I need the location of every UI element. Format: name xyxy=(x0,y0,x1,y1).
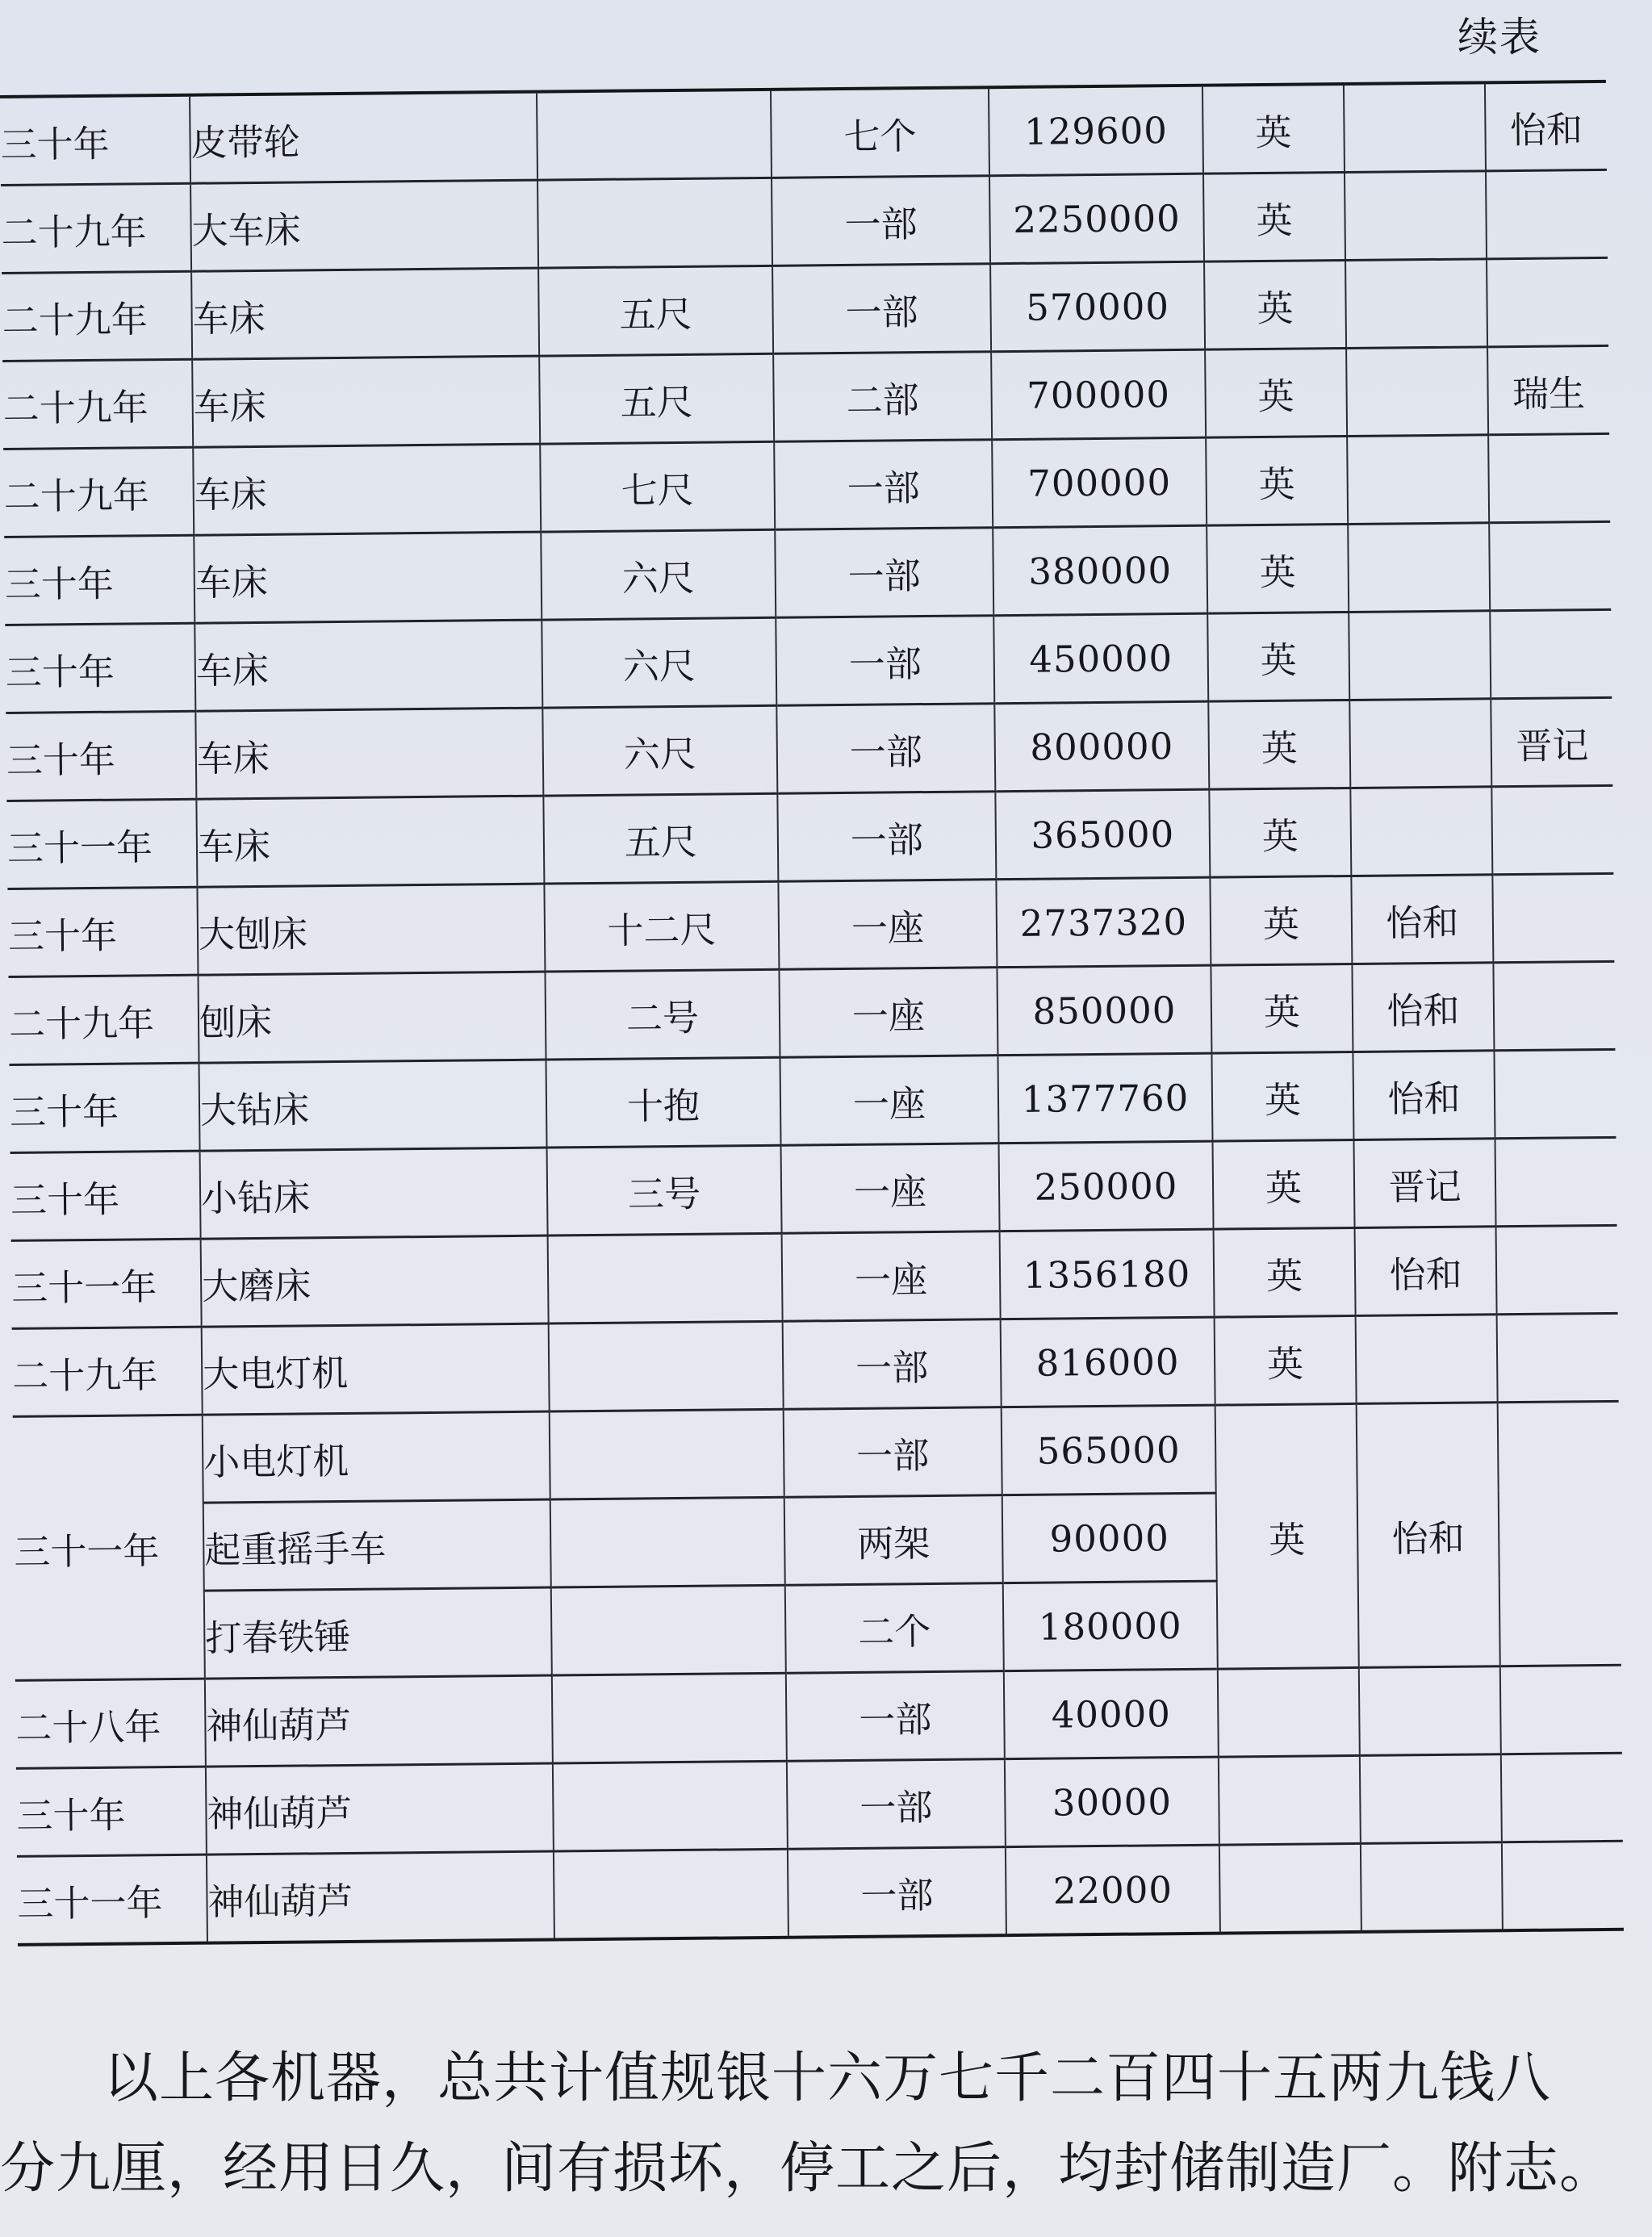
origin-cell: 英 xyxy=(1214,1227,1356,1317)
machine-name-cell: 小电灯机 xyxy=(203,1411,550,1503)
year-cell: 三十一年 xyxy=(17,1854,207,1945)
price-cell: 2250000 xyxy=(989,174,1204,264)
firm-cell xyxy=(1345,171,1487,261)
machine-name-cell: 神仙葫芦 xyxy=(207,1851,554,1943)
year-cell: 三十一年 xyxy=(13,1415,205,1680)
remark-cell: 怡和 xyxy=(1485,82,1607,171)
spec-cell xyxy=(553,1761,788,1851)
origin-cell: 英 xyxy=(1204,261,1346,350)
price-cell: 850000 xyxy=(997,965,1211,1056)
origin-cell: 英 xyxy=(1210,876,1352,965)
remark-cell xyxy=(1493,961,1615,1050)
price-cell: 1377760 xyxy=(997,1053,1212,1144)
year-cell: 三十年 xyxy=(5,623,195,713)
machine-name-cell: 起重摇手车 xyxy=(203,1499,551,1591)
table-row xyxy=(1,169,1608,273)
machine-name-cell: 刨床 xyxy=(198,972,546,1063)
remark-cell: 瑞生 xyxy=(1487,345,1609,434)
year-cell: 二十九年 xyxy=(1,183,191,273)
spec-cell xyxy=(537,90,772,180)
quantity-cell: 一部 xyxy=(775,528,993,618)
price-cell: 180000 xyxy=(1003,1581,1218,1671)
spec-cell xyxy=(554,1849,788,1939)
table-row xyxy=(3,433,1610,537)
machine-name-cell: 车床 xyxy=(192,356,540,447)
origin-cell: 英 xyxy=(1215,1315,1357,1405)
price-cell: 800000 xyxy=(994,701,1209,792)
firm-cell: 怡和 xyxy=(1355,1227,1497,1316)
quantity-cell: 一部 xyxy=(788,1847,1006,1938)
quantity-cell: 一部 xyxy=(777,792,996,882)
quantity-cell: 一部 xyxy=(776,704,995,794)
remark-cell xyxy=(1487,257,1608,346)
year-cell: 三十年 xyxy=(0,95,190,186)
quantity-cell: 一部 xyxy=(772,176,990,266)
quantity-cell: 一座 xyxy=(782,1231,1001,1322)
remark-cell xyxy=(1494,1049,1616,1138)
origin-cell: 英 xyxy=(1205,349,1347,438)
year-cell: 三十年 xyxy=(4,535,194,625)
origin-cell: 英 xyxy=(1202,84,1345,174)
table-row xyxy=(8,961,1615,1064)
spec-cell: 六尺 xyxy=(541,529,776,620)
spec-cell: 五尺 xyxy=(543,793,778,884)
firm-cell: 晋记 xyxy=(1354,1139,1496,1228)
remark-cell xyxy=(1501,1753,1623,1842)
quantity-cell: 一部 xyxy=(783,1319,1002,1410)
year-cell: 三十年 xyxy=(6,711,196,801)
remark-cell xyxy=(1502,1841,1624,1930)
quantity-cell: 一部 xyxy=(774,440,993,530)
remark-cell: 晋记 xyxy=(1491,697,1612,786)
table-row xyxy=(5,609,1612,713)
firm-cell xyxy=(1361,1842,1503,1932)
price-cell: 250000 xyxy=(999,1141,1214,1231)
price-cell: 700000 xyxy=(992,437,1207,528)
price-cell: 380000 xyxy=(993,525,1207,616)
quantity-cell: 两架 xyxy=(784,1495,1003,1586)
origin-cell: 英 xyxy=(1211,1052,1353,1141)
remark-cell xyxy=(1500,1665,1622,1754)
firm-cell xyxy=(1345,259,1487,349)
price-cell: 90000 xyxy=(1002,1493,1217,1583)
firm-cell xyxy=(1349,699,1491,788)
machine-name-cell: 神仙葫芦 xyxy=(206,1763,554,1854)
machine-name-cell: 车床 xyxy=(194,620,542,711)
machine-name-cell: 大钻床 xyxy=(199,1060,547,1151)
table-row xyxy=(6,785,1613,889)
year-cell: 二十九年 xyxy=(2,271,192,361)
year-cell: 三十年 xyxy=(7,887,198,976)
year-cell: 二十九年 xyxy=(8,975,199,1064)
year-cell: 三十一年 xyxy=(11,1239,202,1328)
price-cell: 816000 xyxy=(1001,1317,1215,1407)
spec-cell xyxy=(537,178,772,268)
table-row xyxy=(4,521,1611,625)
footnote-line-1: 以上各机器，总共计值规银十六万七千二百四十五两九钱八 xyxy=(103,2047,1552,2110)
firm-cell xyxy=(1356,1315,1498,1404)
machine-name-cell: 打春铁锤 xyxy=(204,1587,552,1679)
remark-cell xyxy=(1491,785,1613,874)
table-row xyxy=(0,82,1607,186)
year-cell: 二十八年 xyxy=(15,1679,206,1768)
remark-cell xyxy=(1495,1137,1616,1226)
remark-cell xyxy=(1492,873,1614,962)
spec-cell: 六尺 xyxy=(542,617,776,708)
firm-cell xyxy=(1346,347,1488,437)
remark-cell xyxy=(1490,609,1612,698)
table-row xyxy=(17,1841,1624,1945)
footnote-line-2: 分九厘，经用日久，间有损坏，停工之后，均封储制造厂。附志。 xyxy=(0,2137,1616,2201)
table-row xyxy=(10,1049,1616,1152)
table-row xyxy=(2,345,1609,449)
origin-cell: 英 xyxy=(1211,964,1353,1053)
firm-cell xyxy=(1359,1666,1501,1756)
machine-name-cell: 小钻床 xyxy=(200,1148,548,1239)
quantity-cell: 一部 xyxy=(772,264,991,354)
firm-cell: 怡和 xyxy=(1357,1403,1500,1668)
origin-cell: 英 xyxy=(1203,173,1345,262)
table-row xyxy=(16,1753,1623,1856)
quantity-cell: 一座 xyxy=(780,1056,998,1146)
origin-cell xyxy=(1219,1843,1361,1933)
origin-cell xyxy=(1219,1755,1361,1845)
table-row xyxy=(12,1313,1619,1416)
spec-cell xyxy=(551,1585,786,1675)
table-row xyxy=(13,1401,1620,1504)
origin-cell: 英 xyxy=(1207,524,1349,613)
spec-cell xyxy=(550,1409,784,1499)
quantity-cell: 二个 xyxy=(785,1583,1004,1674)
quantity-cell: 一部 xyxy=(787,1759,1006,1850)
table-row xyxy=(15,1665,1622,1768)
firm-cell: 怡和 xyxy=(1352,963,1494,1052)
firm-cell xyxy=(1348,523,1490,613)
quantity-cell: 一座 xyxy=(779,968,997,1058)
spec-cell: 六尺 xyxy=(542,705,777,796)
price-cell: 129600 xyxy=(989,86,1203,176)
quantity-cell: 一部 xyxy=(776,616,994,706)
price-cell: 40000 xyxy=(1004,1669,1219,1759)
origin-cell: 英 xyxy=(1215,1403,1359,1669)
table-row xyxy=(11,1225,1618,1328)
machine-name-cell: 大磨床 xyxy=(201,1236,549,1327)
price-cell: 2737320 xyxy=(996,877,1211,968)
price-cell: 570000 xyxy=(990,261,1205,352)
spec-cell: 十抱 xyxy=(546,1057,781,1148)
spec-cell: 三号 xyxy=(547,1145,782,1236)
machine-name-cell: 大电灯机 xyxy=(202,1323,550,1415)
price-cell: 30000 xyxy=(1005,1757,1219,1847)
machine-name-cell: 车床 xyxy=(195,708,543,799)
machine-name-cell: 大刨床 xyxy=(197,884,545,975)
year-cell: 二十九年 xyxy=(2,359,193,449)
origin-cell: 英 xyxy=(1207,612,1349,701)
quantity-cell: 一部 xyxy=(786,1671,1005,1762)
spec-cell: 五尺 xyxy=(538,266,773,356)
year-cell: 三十年 xyxy=(10,1063,200,1152)
firm-cell xyxy=(1350,787,1492,876)
spec-cell: 五尺 xyxy=(539,353,774,444)
continued-table-label: 续表 xyxy=(1458,14,1541,61)
price-cell: 22000 xyxy=(1006,1845,1220,1935)
spec-cell xyxy=(550,1497,785,1587)
spec-cell xyxy=(552,1673,787,1763)
table-row xyxy=(10,1137,1617,1240)
machine-name-cell: 车床 xyxy=(193,444,541,535)
table-row xyxy=(6,697,1612,801)
year-cell: 三十年 xyxy=(10,1151,201,1240)
quantity-cell: 七个 xyxy=(771,87,989,178)
quantity-cell: 一座 xyxy=(778,880,997,970)
price-cell: 450000 xyxy=(993,613,1208,704)
origin-cell xyxy=(1218,1667,1360,1757)
firm-cell: 怡和 xyxy=(1353,1051,1495,1140)
price-cell: 1356180 xyxy=(1000,1229,1215,1319)
spec-cell: 十二尺 xyxy=(544,881,779,972)
year-cell: 二十九年 xyxy=(3,447,194,537)
year-cell: 二十九年 xyxy=(12,1327,203,1416)
year-cell: 三十年 xyxy=(16,1767,207,1856)
table-body xyxy=(0,82,1624,1945)
machine-name-cell: 车床 xyxy=(191,268,539,359)
remark-cell xyxy=(1498,1401,1621,1666)
price-cell: 565000 xyxy=(1002,1405,1216,1495)
firm-cell xyxy=(1344,82,1486,172)
remark-cell xyxy=(1497,1313,1619,1402)
spec-cell: 二号 xyxy=(545,969,780,1060)
year-cell: 三十一年 xyxy=(6,799,197,889)
footnote xyxy=(0,2034,1638,2214)
quantity-cell: 一座 xyxy=(781,1144,1000,1234)
spec-cell xyxy=(549,1321,784,1411)
machine-name-cell: 大车床 xyxy=(190,180,538,271)
remark-cell xyxy=(1496,1225,1618,1314)
remark-cell xyxy=(1486,169,1608,258)
machine-name-cell: 皮带轮 xyxy=(190,92,537,184)
machine-name-cell: 神仙葫芦 xyxy=(205,1675,553,1767)
origin-cell: 英 xyxy=(1213,1139,1355,1229)
quantity-cell: 二部 xyxy=(773,352,992,442)
firm-cell xyxy=(1347,435,1489,525)
quantity-cell: 一部 xyxy=(784,1407,1002,1498)
remark-cell xyxy=(1489,521,1611,610)
remark-cell xyxy=(1488,433,1610,522)
table-row xyxy=(7,873,1614,976)
origin-cell: 英 xyxy=(1208,700,1350,789)
firm-cell xyxy=(1360,1754,1502,1844)
table-row xyxy=(2,257,1608,361)
spec-cell xyxy=(548,1233,783,1323)
machine-name-cell: 车床 xyxy=(194,532,542,623)
firm-cell xyxy=(1349,611,1491,700)
firm-cell: 怡和 xyxy=(1351,875,1493,964)
machine-name-cell: 车床 xyxy=(196,796,544,887)
origin-cell: 英 xyxy=(1206,436,1348,525)
origin-cell: 英 xyxy=(1209,788,1351,877)
spec-cell: 七尺 xyxy=(540,441,775,532)
price-cell: 365000 xyxy=(995,789,1210,880)
machinery-table xyxy=(0,80,1624,1946)
price-cell: 700000 xyxy=(991,349,1206,440)
